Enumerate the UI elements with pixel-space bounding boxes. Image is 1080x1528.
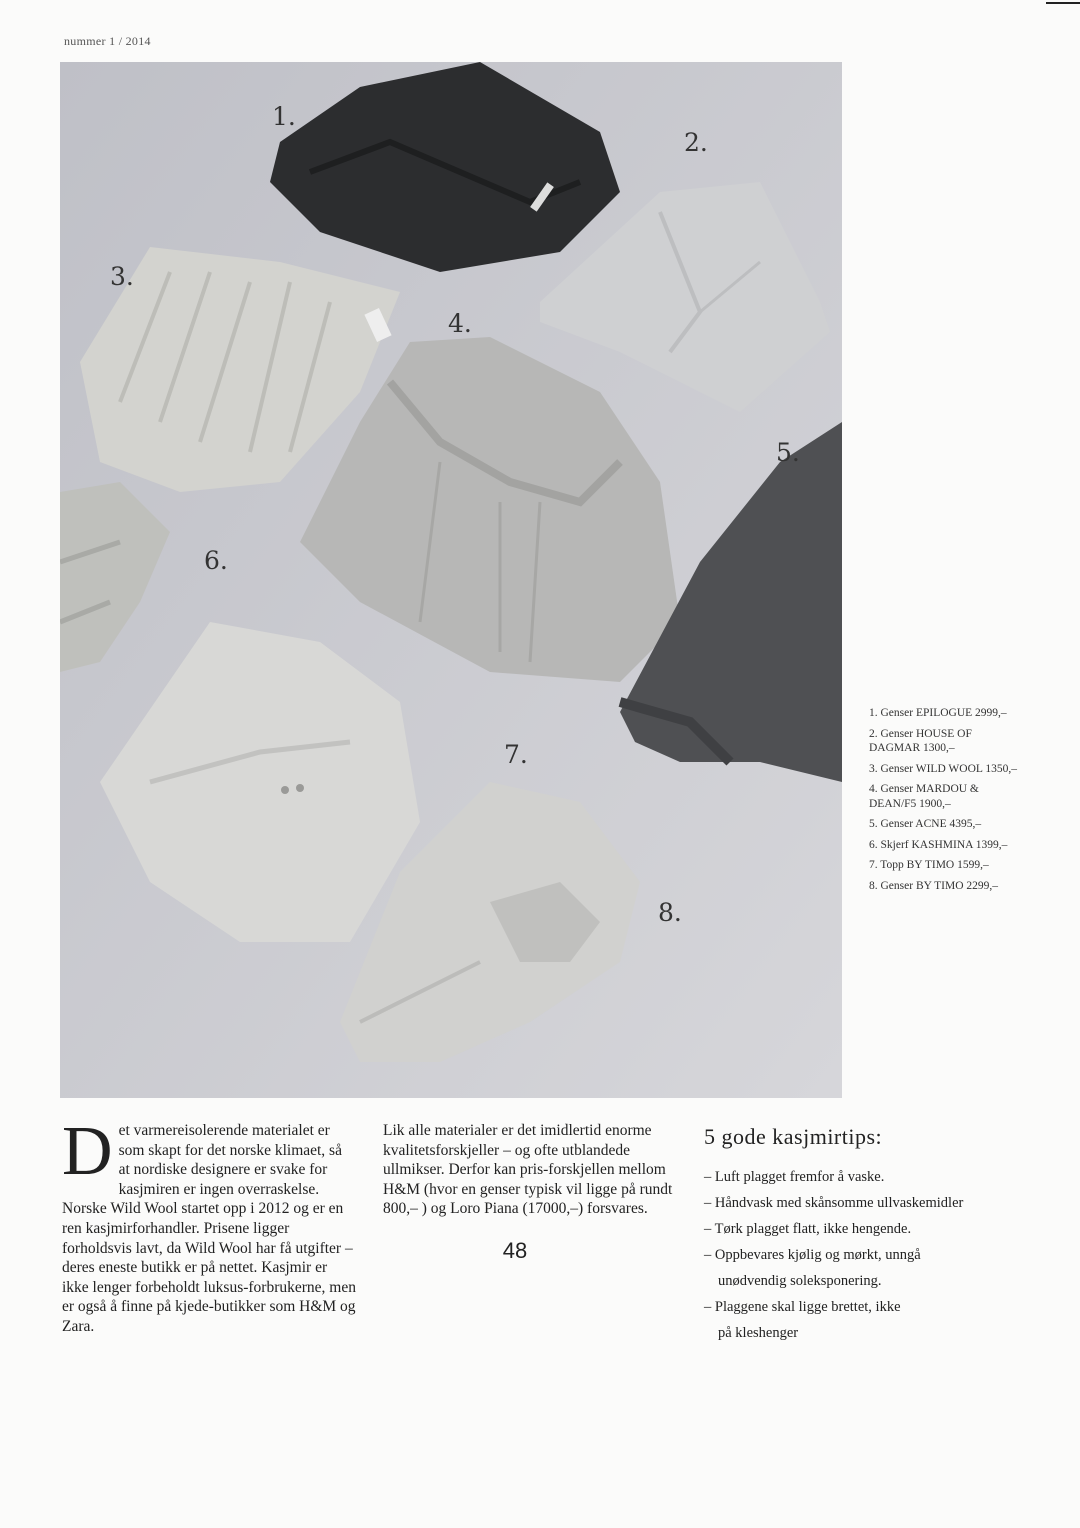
sweater-photo <box>60 62 842 1098</box>
tip-4: – Oppbevares kjølig og mørkt, unngå <box>704 1247 921 1263</box>
tips-title: 5 gode kasjmirtips: <box>704 1124 883 1149</box>
tip-5: – Plaggene skal ligge brettet, ikke <box>704 1299 901 1315</box>
page-number: 48 <box>502 1238 528 1263</box>
caption-4: 4. Genser MARDOU & DEAN/F5 1900,– <box>869 783 979 810</box>
caption-5: 5. Genser ACNE 4395,– <box>869 818 982 830</box>
drop-cap: D <box>62 1113 113 1190</box>
article-text-2: Lik alle materialer er det imidlertid enorme kvalitetsforskjeller – og ofte utblandede ullmikser. Derfor kan pris-forskjellen mellom H&M (hvor en genser typisk vil ligge på rundt 800,– ) og Loro Piana (17000,–) forsvares. <box>383 1122 673 1218</box>
photo-number-1: 1. <box>272 102 296 131</box>
photo-number-4: 4. <box>448 309 472 338</box>
photo-number-5: 5. <box>776 438 800 467</box>
caption-8: 8. Genser BY TIMO 2299,– <box>869 879 999 892</box>
caption-7: 7. Topp BY TIMO 1599,– <box>869 859 989 871</box>
photo-number-2: 2. <box>684 128 708 157</box>
sweater-illustration <box>60 62 842 1098</box>
photo-number-8: 8. <box>658 898 682 927</box>
article-column-2 <box>383 1121 679 1219</box>
tip-2: – Håndvask med skånsomme ullvaskemidler <box>704 1195 964 1211</box>
caption-1: 1. Genser EPILOGUE 2999,– <box>869 707 1007 719</box>
caption-3: 3. Genser WILD WOOL 1350,– <box>869 762 1017 775</box>
photo-number-3: 3. <box>110 262 134 291</box>
tip-4-cont: unødvendig soleksponering. <box>718 1273 882 1289</box>
photo-number-6: 6. <box>204 546 228 575</box>
photo-number-7: 7. <box>504 740 528 769</box>
article-column-1 <box>62 1113 356 1337</box>
tip-3: – Tørk plagget flatt, ikke hengende. <box>704 1221 912 1237</box>
tip-5-cont: på kleshenger <box>718 1325 799 1341</box>
product-captions <box>869 706 1019 899</box>
top-rule <box>1046 2 1080 4</box>
tips-box <box>704 1124 1034 1346</box>
tip-1: – Luft plagget fremfor å vaske. <box>704 1169 885 1185</box>
caption-6: 6. Skjerf KASHMINA 1399,– <box>869 838 1008 851</box>
caption-2: 2. Genser HOUSE OF DAGMAR 1300,– <box>869 727 972 754</box>
article-text-1: et varmereisolerende materialet er som skapt for det norske klimaet, så at nordiske designere er svake for kasjmiren er ingen overraskelse. Norske Wild Wool startet opp i 2012 og er en ren kasjmirforhandler. Prisene ligger forholdsvis lavt, da Wild Wool har få utgifter – deres eneste butikk er på nettet. Kasjmir er ikke lenger forbeholdt luksus-forbrukerne, men er også å finne på kjede-butikker som H&M og Zara. <box>62 1122 356 1335</box>
issue-label: nummer 1 / 2014 <box>64 34 151 48</box>
